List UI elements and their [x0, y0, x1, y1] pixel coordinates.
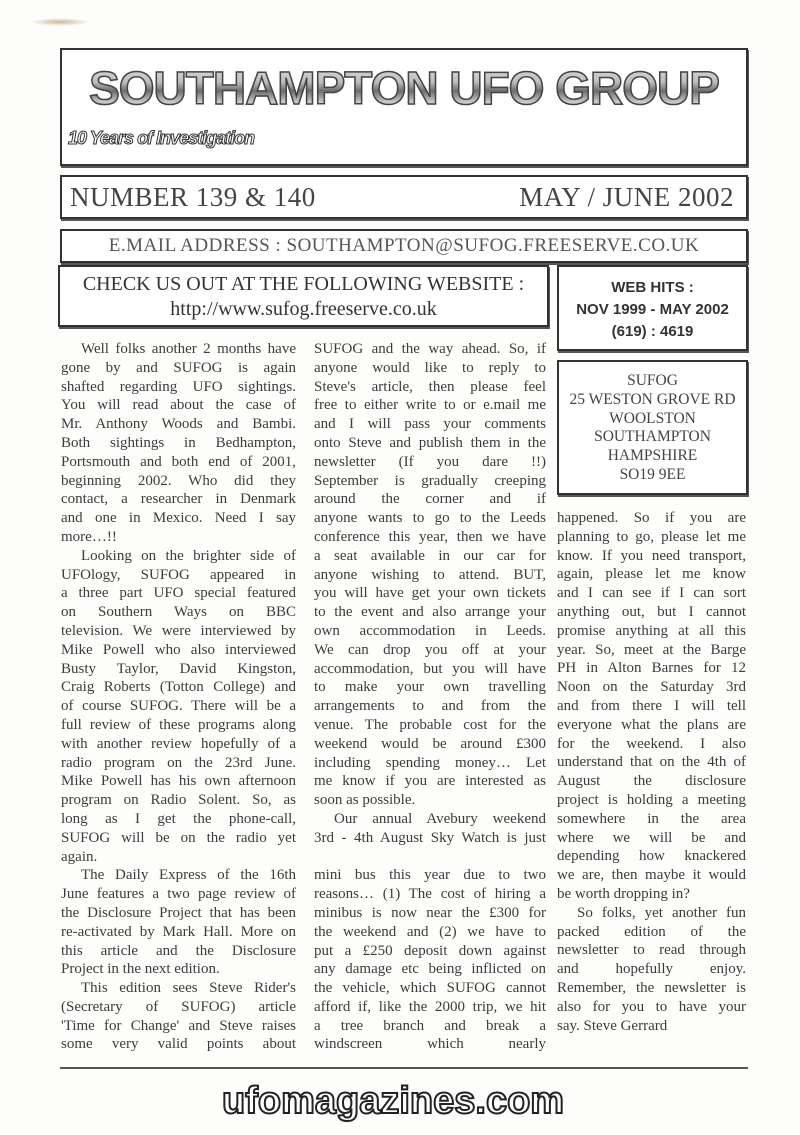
article-text-line: know. If you need transport,: [557, 547, 746, 564]
article-text-line: and one in Mexico. Need I say: [61, 510, 296, 527]
article-text-line: Steve's article, then please feel: [314, 378, 546, 395]
article-text-line: we are, then maybe it would: [557, 867, 746, 884]
article-text-line: SUFOG and the way ahead. So, if: [314, 341, 546, 357]
article-text-line: on Southern Ways on BBC: [61, 604, 296, 621]
article-text-line: UFOlogy, SUFOG appeared in: [61, 566, 296, 583]
article-text-line: Project in the next edition.: [61, 961, 220, 978]
web-hits-box: [557, 265, 748, 351]
article-text-line: anyone wishing to attend. BUT,: [314, 566, 546, 583]
article-text-line: afford if, like the 2000 trip, we hit: [314, 998, 546, 1015]
article-text-line: Busty Taylor, David Kingston,: [61, 660, 296, 677]
email-address: E.MAIL ADDRESS : SOUTHAMPTON@SUFOG.FREESERVE.CO.UK: [60, 229, 748, 263]
article-text-line: more…!!: [61, 528, 117, 545]
article-text-line: the vehicle, which SUFOG cannot: [314, 980, 546, 997]
article-text-line: you will have get your own tickets: [314, 585, 546, 602]
address-line: SO19 9EE: [619, 465, 686, 483]
article-text-line: September is gradually creeping: [314, 472, 546, 489]
article-text-line: arrangements to and from the: [314, 698, 546, 715]
article-text-line: windscreen which nearly: [314, 1036, 546, 1053]
article-text-line: Portsmouth and both end of 2001,: [61, 453, 296, 470]
article-text-line: around the corner and if: [314, 491, 546, 508]
masthead-tagline: 10 Years of Investigation: [68, 128, 255, 148]
address-line: WOOLSTON: [609, 409, 696, 427]
article-text-line: 'Time for Change' and Steve raises: [61, 1017, 296, 1034]
issue-bar: [60, 175, 748, 219]
article-column-2: [314, 340, 546, 1054]
article-text-line: We can drop you off at your: [314, 641, 546, 658]
article-text-line: Well folks another 2 months have: [81, 341, 296, 357]
article-text-line: Remember, the newsletter is: [557, 979, 746, 996]
article-text-line: onto Steve and publish them in the: [314, 434, 546, 451]
article-text-line: with another review hopefully of a: [61, 735, 296, 752]
article-text-line: weekend would be around £300: [314, 735, 546, 752]
issue-number: NUMBER 139 & 140: [70, 182, 316, 212]
article-text-line: PH in Alton Barnes for 12: [557, 660, 746, 677]
article-text-line: somewhere in the area: [557, 810, 746, 827]
article-text-line: conference this year, then we have: [314, 528, 546, 545]
watermark: ufomagazines.com: [222, 1080, 565, 1122]
article-text-line: a tree branch and break a: [314, 1017, 546, 1034]
article-text-line: say. Steve Gerrard: [557, 1017, 668, 1034]
web-hits-line: WEB HITS :: [611, 279, 694, 296]
article-text-line: beginning 2002. Who did they: [61, 472, 296, 489]
article-text-line: to make your own travelling: [314, 679, 546, 696]
article-text-line: and hopefully enjoy.: [557, 961, 746, 978]
article-text-line: me know if you are interested as: [314, 773, 546, 790]
address-line: SOUTHAMPTON: [594, 428, 711, 446]
article-text-line: free to either write to or e.mail me: [314, 397, 546, 414]
article-text-line: the weekend and (2) we have to: [314, 923, 546, 940]
article-text-line: Noon on the Saturday 3rd: [557, 679, 746, 696]
article-text-line: SUFOG will be on the radio yet: [61, 829, 296, 846]
article-text-line: program on Radio Solent. So, as: [61, 792, 296, 809]
article-text-line: Craig Roberts (Totton College) and: [61, 679, 296, 696]
address-line: 25 WESTON GROVE RD: [569, 390, 736, 408]
article-text-line: and I will pass your comments: [314, 416, 546, 433]
article-text-line: Looking on the brighter side of: [81, 547, 296, 564]
article-text-line: anyone would like to reply to: [314, 359, 546, 376]
article-text-line: for the weekend. I also: [557, 735, 746, 752]
article-text-line: depending how knackered: [557, 848, 746, 865]
article-text-line: long as I get the phone-call,: [61, 810, 296, 827]
article-text-line: and from there I will tell: [557, 697, 746, 714]
article-text-line: planning to go, please let me: [557, 528, 746, 545]
address-line: SUFOG: [627, 372, 678, 389]
postal-address: [557, 360, 748, 495]
article-text-line: June features a two page review of: [61, 886, 296, 903]
article-text-line: promise anything at all this: [557, 622, 746, 639]
article-text-line: August the disclosure: [557, 773, 746, 790]
article-text-line: anyone wants to go to the Leeds: [314, 510, 546, 527]
article-text-line: gone by and SUFOG is again: [61, 359, 296, 376]
article-text-line: again.: [61, 848, 98, 865]
article-text-line: the Disclosure Project that has been: [61, 904, 296, 921]
bottom-rule: [60, 1067, 748, 1069]
article-text-line: full review of these programs along: [61, 716, 296, 733]
article-text-line: So folks, yet another fun: [577, 904, 746, 921]
masthead-logo: SOUTHAMPTON UFO GROUP: [62, 58, 746, 118]
article-text-line: television. We were interviewed by: [61, 622, 296, 639]
article-text-line: contact, a researcher in Denmark: [61, 491, 296, 508]
article-text-line: understand that on the 4th of: [557, 754, 746, 771]
article-text-line: radio program on the 23rd June.: [61, 754, 296, 771]
article-text-line: put a £250 deposit down against: [314, 942, 546, 959]
website-url: http://www.sufog.freeserve.co.uk: [170, 298, 437, 320]
article-text-line: project is holding a meeting: [557, 791, 746, 808]
article-text-line: Our annual Avebury weekend: [334, 810, 546, 827]
article-text-line: accommodation, but you will have: [314, 660, 546, 677]
article-text-line: newsletter (If you dare !!): [314, 453, 546, 470]
article-text-line: minibus is now near the £300 for: [314, 904, 546, 921]
article-text-line: happened. So if you are: [557, 510, 746, 526]
article-text-line: again, please let me know: [557, 566, 746, 583]
article-text-line: a seat available in our car for: [314, 547, 546, 564]
article-column-3: [557, 509, 746, 1035]
article-text-line: Mike Powell who also interviewed: [61, 641, 296, 658]
article-text-line: 3rd - 4th August Sky Watch is just: [314, 829, 546, 846]
article-text-line: Mike Powell has his own afternoon: [61, 773, 296, 790]
article-text-line: re-activated by Mark Hall. More on: [61, 923, 296, 940]
article-text-line: of course SUFOG. There will be a: [61, 698, 296, 715]
article-text-line: a three part UFO special featured: [61, 585, 296, 602]
article-text-line: Both sightings in Bedhampton,: [61, 434, 296, 451]
article-text-line: The Daily Express of the 16th: [81, 867, 296, 884]
article-text-line: also for you to have your: [557, 998, 746, 1015]
article-text-line: [314, 848, 546, 867]
article-text-line: everyone what the plans are: [557, 716, 746, 733]
paper-smudge: [30, 18, 90, 26]
article-text-line: some very valid points about: [61, 1036, 296, 1053]
article-text-line: mini bus this year due to two: [314, 867, 546, 884]
article-text-line: including spending money… Let: [314, 754, 546, 771]
article-text-line: and I can see if I can sort: [557, 585, 746, 602]
article-text-line: reasons… (1) The cost of hiring a: [314, 886, 546, 903]
article-text-line: soon as possible.: [314, 792, 416, 809]
article-text-line: venue. The probable cost for the: [314, 716, 546, 733]
web-hits-line: (619) : 4619: [611, 323, 694, 340]
article-text-line: where we will be and: [557, 829, 746, 846]
issue-date: MAY / JUNE 2002: [519, 182, 734, 212]
article-text-line: (Secretary of SUFOG) article: [61, 998, 296, 1015]
article-text-line: shafted regarding UFO sightings.: [61, 378, 296, 395]
article-text-line: year. So, meet at the Barge: [557, 641, 746, 658]
article-text-line: This edition sees Steve Rider's: [81, 980, 296, 997]
article-text-line: any damage etc being inflicted on: [314, 961, 546, 978]
website-heading: CHECK US OUT AT THE FOLLOWING WEBSITE :: [82, 273, 525, 295]
article-text-line: anything out, but I cannot: [557, 603, 746, 620]
address-line: HAMPSHIRE: [607, 447, 698, 465]
article-text-line: packed edition of the: [557, 923, 746, 940]
article-text-line: newsletter to read through: [557, 942, 746, 959]
article-column-1: [61, 340, 296, 1054]
masthead: [60, 48, 748, 166]
article-text-line: to the event and also arrange your: [314, 604, 546, 621]
article-text-line: be worth dropping in?: [557, 885, 690, 902]
article-text-line: Mr. Anthony Woods and Bambi.: [61, 416, 296, 433]
article-text-line: this article and the Disclosure: [61, 942, 296, 959]
article-text-line: own accommodation in Leeds.: [314, 622, 546, 639]
article-text-line: You will read about the case of: [61, 397, 296, 414]
website-box: [58, 265, 549, 327]
web-hits-line: NOV 1999 - MAY 2002: [576, 301, 729, 318]
